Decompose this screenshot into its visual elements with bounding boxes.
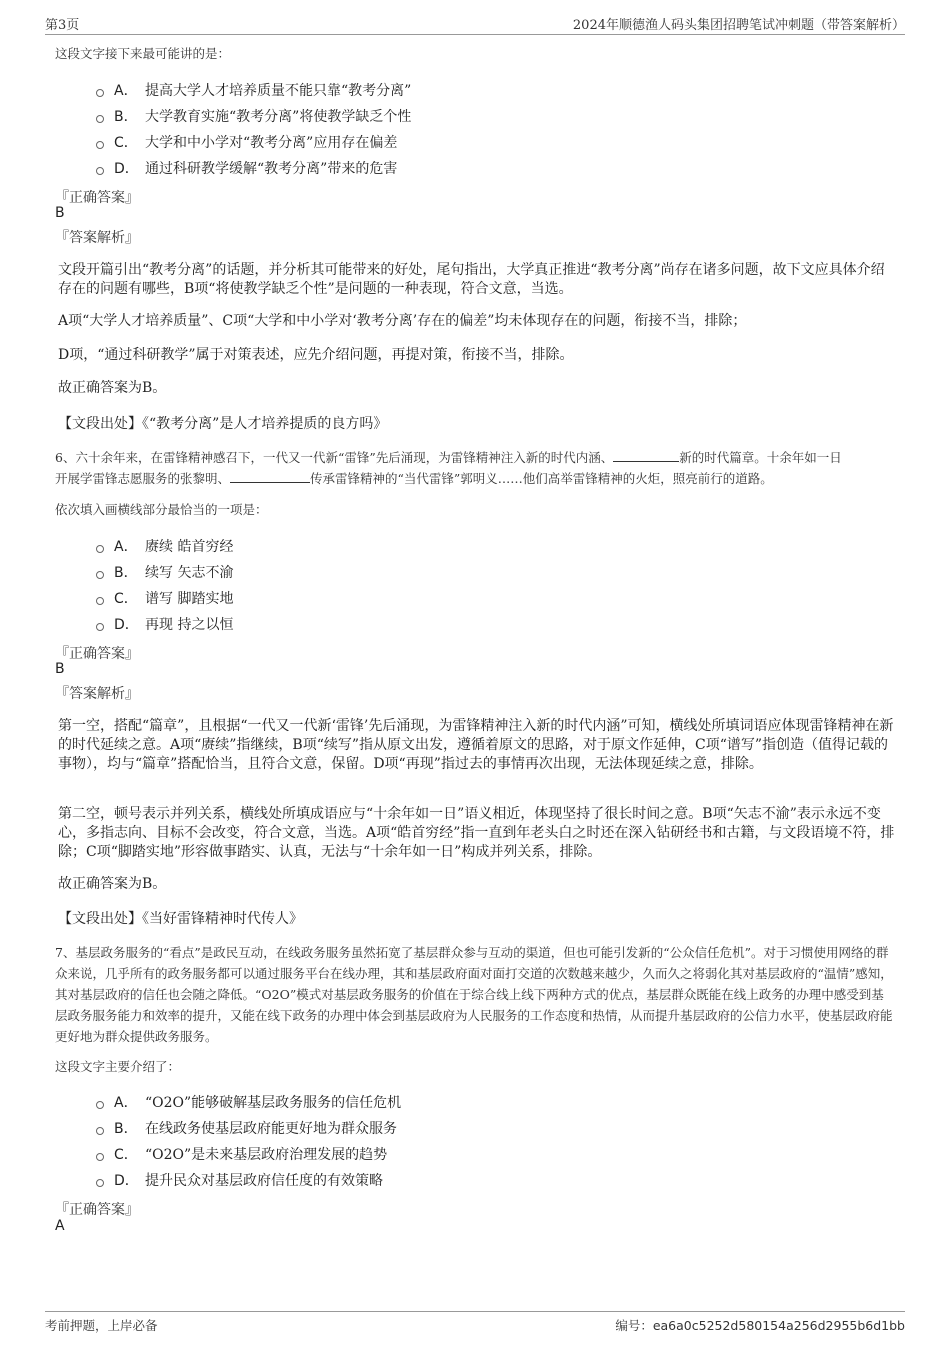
q6-answer-label: 『正确答案』 <box>55 646 139 662</box>
document-code: 编号：ea6a0c5252d580154a256d2955b6d1bb <box>615 1318 905 1333</box>
page-number: 第3页 <box>45 18 80 33</box>
radio-icon[interactable] <box>96 115 104 123</box>
page-footer <box>45 1311 905 1334</box>
fill-blank-1 <box>613 449 679 462</box>
q5-option-b[interactable]: B． 大学教育实施“教考分离”将使教学缺乏个性 <box>96 105 411 127</box>
q6-answer: B <box>55 661 65 677</box>
radio-icon[interactable] <box>96 597 104 605</box>
q5-analysis-p3: D项，“通过科研教学”属于对策表述，应先介绍问题，再提对策，衔接不当，排除。 <box>58 347 574 363</box>
radio-icon[interactable] <box>96 1101 104 1109</box>
radio-icon[interactable] <box>96 1179 104 1187</box>
q6-question: 依次填入画横线部分最恰当的一项是： <box>55 502 268 517</box>
q6-option-a[interactable]: A． 赓续 皓首穷经 <box>96 535 233 557</box>
q6-source: 【文段出处】《当好雷锋精神时代传人》 <box>58 911 303 927</box>
q6-option-d[interactable]: D． 再现 持之以恒 <box>96 613 233 635</box>
radio-icon[interactable] <box>96 1153 104 1161</box>
q7-question: 这段文字主要介绍了： <box>55 1059 181 1074</box>
q7-option-b[interactable]: B． 在线政务使基层政府能更好地为群众服务 <box>96 1117 397 1139</box>
radio-icon[interactable] <box>96 623 104 631</box>
q5-source: 【文段出处】《“教考分离”是人才培养提质的良方吗》 <box>58 416 388 432</box>
radio-icon[interactable] <box>96 571 104 579</box>
q6-analysis-p3: 故正确答案为B。 <box>58 876 167 892</box>
q7-option-d[interactable]: D． 提升民众对基层政府信任度的有效策略 <box>96 1169 383 1191</box>
q5-option-d[interactable]: D． 通过科研教学缓解“教考分离”带来的危害 <box>96 157 397 179</box>
q6-analysis-label: 『答案解析』 <box>55 686 139 702</box>
q5-option-a[interactable]: A． 提高大学人才培养质量不能只靠“教考分离” <box>96 79 411 101</box>
q7-answer-label: 『正确答案』 <box>55 1202 139 1218</box>
q5-answer-label: 『正确答案』 <box>55 190 139 206</box>
q5-option-c[interactable]: C． 大学和中小学对“教考分离”应用存在偏差 <box>96 131 397 153</box>
q5-analysis-label: 『答案解析』 <box>55 230 139 246</box>
q7-option-a[interactable]: A． “O2O”能够破解基层政务服务的信任危机 <box>96 1091 401 1113</box>
radio-icon[interactable] <box>96 141 104 149</box>
q6-analysis-p1: 第一空，搭配“篇章”，且根据“一代又一代新‘雷锋’先后涌现，为雷锋精神注入新的时代内涵”可知，横线处所填词语应体现雷锋精神在新的时代延续之意。A项“赓续”指继续，B项“续写”指从原文出发，遵循着原文的思路，对于原文作延伸，C项“谱写”指创造（值得记载的事物），均与“篇章”搭配恰当，且符合文意，保留。D项“再现”指过去的事情再次出现，无法体现延续之意，排除。 <box>58 718 894 772</box>
radio-icon[interactable] <box>96 89 104 97</box>
q6-option-c[interactable]: C． 谱写 脚踏实地 <box>96 587 233 609</box>
q5-analysis-p1: 文段开篇引出“教考分离”的话题，并分析其可能带来的好处，尾句指出，大学真正推进“教考分离”尚存在诸多问题，故下文应具体介绍存在的问题有哪些，B项“将使教学缺乏个性”是问题的一种表现，符合文意，当选。 <box>58 262 885 297</box>
q5-analysis-p2: A项“大学人才培养质量”、C项“大学和中小学对‘教考分离’存在的偏差”均未体现存在的问题，衔接不当，排除； <box>58 313 747 329</box>
q5-question: 这段文字接下来最可能讲的是： <box>55 46 231 61</box>
q6-option-b[interactable]: B． 续写 矢志不渝 <box>96 561 233 583</box>
page-header <box>45 14 905 35</box>
radio-icon[interactable] <box>96 1127 104 1135</box>
radio-icon[interactable] <box>96 167 104 175</box>
q7-option-c[interactable]: C． “O2O”是未来基层政府治理发展的趋势 <box>96 1143 387 1165</box>
fill-blank-2 <box>230 470 310 483</box>
q6-analysis-p2: 第二空，顿号表示并列关系，横线处所填成语应与“十余年如一日”语义相近，体现坚持了很长时间之意。B项“矢志不渝”表示永远不变心，多指志向、目标不会改变，符合文意，当选。A项“皓首穷经”指一直到年老头白之时还在深入钻研经书和古籍，与文段语境不符，排除；C项“脚踏实地”形容做事踏实、认真，无法与“十余年如一日”构成并列关系，排除。 <box>58 806 895 860</box>
q6-stem: 6、六十余年来，在雷锋精神感召下，一代又一代新“雷锋”先后涌现，为雷锋精神注入新的时代内涵、 新的时代篇章。十余年如一日 开展学雷锋志愿服务的张黎明、 传承雷锋精神的“当代雷锋”郭明义……他们高举雷锋精神的火炬，照亮前行的道路。 <box>55 450 842 486</box>
document-title: 2024年顺德渔人码头集团招聘笔试冲刺题（带答案解析） <box>572 18 905 33</box>
footer-slogan: 考前押题，上岸必备 <box>45 1318 158 1333</box>
q5-answer: B <box>55 205 65 221</box>
radio-icon[interactable] <box>96 545 104 553</box>
q7-stem: 7、基层政务服务的“看点”是政民互动，在线政务服务虽然拓宽了基层群众参与互动的渠道，但也可能引发新的“公众信任危机”。对于习惯使用网络的群众来说，几乎所有的政务服务都可以通过服务平台在线办理，其和基层政府面对面打交道的次数越来越少，久而久之将弱化其对基层政府的“温情”感知，其对基层政府的信任也会随之降低。“O2O”模式对基层政务服务的价值在于综合线上线下两种方式的优点，基层群众既能在线上政务的办理中感受到基层政务服务能力和效率的提升，又能在线下政务的办理中体会到基层政府为人民服务的工作态度和热情，从而提升基层政府的公信力水平，使基层政府能更好地为群众提供政务服务。 <box>55 945 893 1044</box>
q5-analysis-p4: 故正确答案为B。 <box>58 380 167 396</box>
q7-answer: A <box>55 1218 65 1234</box>
